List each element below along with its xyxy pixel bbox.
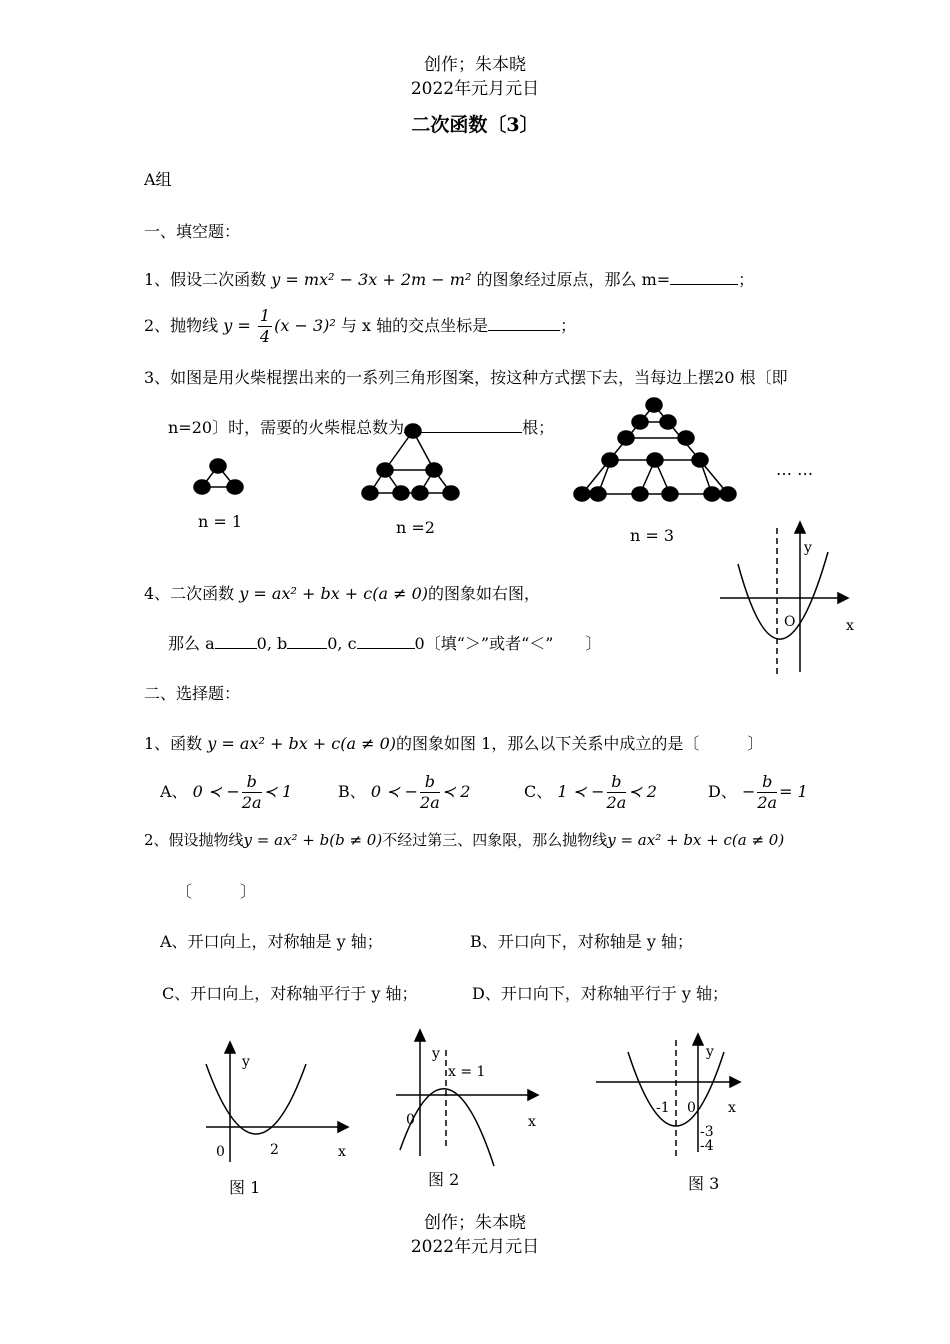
s2-q2-option-d: D、开口向下，对称轴平行于 y 轴； [472, 984, 729, 1003]
s2-q1-option-b: B、 0 ≺ − $\frac{b}{2a}$ ≺ 2 [338, 772, 471, 812]
s2-q1: 1、函数 y = ax² + bx + c(a ≠ 0)的图象如图 1，那么以下关系中成立的是〔 〕 [144, 734, 764, 753]
fig2-y-label: y [432, 1046, 440, 1062]
page-title: 二次函数〔3〕 [411, 114, 539, 136]
s1-q4-line2: 那么 a 0, b 0, c 0〔填“＞”或者“＜” 〕 [168, 634, 602, 653]
figure-3-caption: 图 3 [688, 1174, 720, 1193]
header-author: 创作；朱本晓 [424, 55, 526, 75]
s2-q2: 2、假设抛物线y = ax² + b(b ≠ 0)不经过第三、四象限，那么抛物线y = ax² + bx + c(a ≠ 0) [144, 831, 785, 849]
s2-q2-option-b: B、开口向下，对称轴是 y 轴； [470, 932, 693, 951]
s2-q1-option-d: D、 − $\frac{b}{2a}$ = 1 [708, 772, 808, 812]
q4-origin-label: O [784, 614, 796, 630]
section2-heading: 二、选择题： [144, 684, 241, 703]
figure-1-caption: 图 1 [229, 1178, 261, 1197]
fig1-zero-label: 0 [216, 1144, 225, 1160]
ellipsis: … … [776, 460, 814, 479]
s1-q1: 1、假设二次函数 y = mx² − 3x + 2m − m² 的图象经过原点，那么 m= ； [144, 270, 755, 289]
fig1-y-label: y [242, 1054, 250, 1070]
s1-q4: 4、二次函数 y = ax² + bx + c(a ≠ 0)的图象如右图， [144, 584, 541, 603]
group-label: A组 [144, 170, 172, 189]
s2-q1-option-a: A、 0 ≺ − $\frac{b}{2a}$ ≺ 1 [160, 772, 293, 812]
fig3-y-label: y [706, 1044, 714, 1060]
fig3-zero-label: 0 [687, 1100, 696, 1116]
fig1-two-label: 2 [270, 1142, 279, 1158]
fig1-x-label: x [338, 1144, 346, 1160]
fig3-neg3-label: -3 [700, 1124, 714, 1140]
s2-q2-paren: 〔 〕 [176, 882, 257, 901]
header-date: 2022年元月元日 [410, 79, 540, 99]
footer-date: 2022年元月元日 [410, 1237, 540, 1257]
n1-label: n = 1 [198, 512, 243, 531]
s2-q1-option-c: C、 1 ≺ − $\frac{b}{2a}$ ≺ 2 [524, 772, 657, 812]
fig2-zero-label: 0 [406, 1112, 415, 1128]
s2-q2-option-a: A、开口向上，对称轴是 y 轴； [160, 932, 383, 951]
q4-y-label: y [804, 540, 812, 556]
s1-q2: 2、抛物线 y = $\frac{1}{4}$ (x − 3)² 与 x 轴的交点坐标是 ； [144, 306, 577, 346]
section1-heading: 一、填空题： [144, 222, 241, 241]
q4-x-label: x [846, 618, 854, 634]
fig2-x-label: x [528, 1114, 536, 1130]
fig3-neg4-label: -4 [700, 1138, 714, 1154]
s1-q3-line1: 3、如图是用火柴棍摆出来的一系列三角形图案，按这种方式摆下去，当每边上摆20 根〔即 [144, 368, 788, 387]
n2-label: n =2 [396, 518, 435, 537]
s1-q1-formula: y = mx² − 3x + 2m − m² [271, 270, 472, 289]
s1-q3-line2: n=20〕时，需要的火柴棍总数为 根； [168, 418, 555, 437]
fraction: $\frac{1}{4}$ [259, 306, 271, 346]
n3-label: n = 3 [630, 526, 675, 545]
fig3-x-label: x [728, 1100, 736, 1116]
fig2-axis-label: x = 1 [448, 1064, 486, 1080]
figure-2-caption: 图 2 [428, 1170, 460, 1189]
s2-q2-option-c: C、开口向上，对称轴平行于 y 轴； [162, 984, 418, 1003]
fig3-neg1-label: -1 [656, 1100, 670, 1116]
footer-author: 创作；朱本晓 [424, 1213, 526, 1233]
